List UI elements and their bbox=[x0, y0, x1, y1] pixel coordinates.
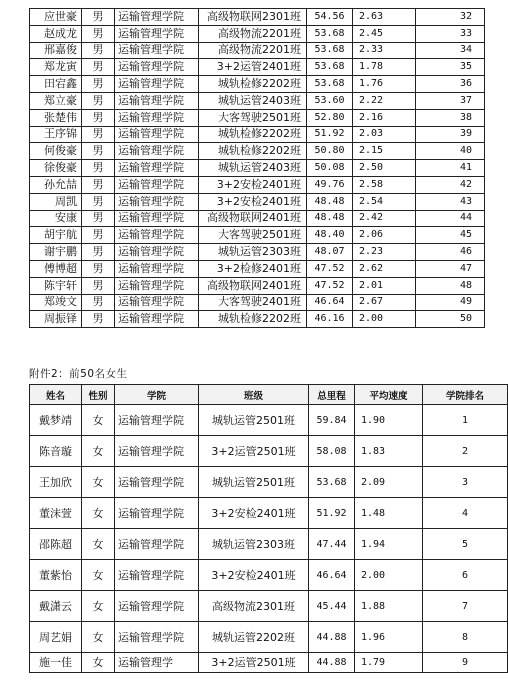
cell-speed: 2.03 bbox=[353, 126, 416, 143]
cell-name: 赵成龙 bbox=[30, 25, 82, 42]
cell-rank: 46 bbox=[416, 244, 485, 261]
cell-gender: 女 bbox=[82, 436, 115, 467]
cell-college: 运输管理学院 bbox=[115, 405, 199, 436]
cell-rank: 33 bbox=[416, 25, 485, 42]
cell-class: 城轨运管2303班 bbox=[199, 529, 309, 560]
cell-gender: 男 bbox=[82, 109, 115, 126]
cell-college: 运输管理学院 bbox=[115, 210, 199, 227]
cell-mileage: 44.88 bbox=[309, 653, 355, 673]
cell-name: 张楚伟 bbox=[30, 109, 82, 126]
cell-speed: 1.96 bbox=[355, 622, 423, 653]
cell-speed: 2.67 bbox=[353, 294, 416, 311]
cell-mileage: 45.44 bbox=[309, 591, 355, 622]
cell-gender: 男 bbox=[82, 227, 115, 244]
cell-speed: 2.16 bbox=[353, 109, 416, 126]
cell-name: 何俊豪 bbox=[30, 143, 82, 160]
table-row bbox=[30, 76, 485, 93]
cell-class: 3+2安检2401班 bbox=[199, 498, 309, 529]
table-row bbox=[30, 653, 508, 673]
cell-class: 3+2运管2501班 bbox=[199, 436, 309, 467]
header-rank: 学院排名 bbox=[423, 385, 508, 405]
table-row bbox=[30, 529, 508, 560]
cell-name: 郑龙寅 bbox=[30, 59, 82, 76]
cell-name: 邵陈超 bbox=[30, 529, 82, 560]
cell-gender: 男 bbox=[82, 126, 115, 143]
cell-speed: 2.09 bbox=[355, 467, 423, 498]
table-row bbox=[30, 143, 485, 160]
cell-class: 高级物联网2301班 bbox=[199, 9, 307, 26]
cell-college: 运输管理学院 bbox=[115, 591, 199, 622]
cell-rank: 36 bbox=[416, 76, 485, 93]
cell-name: 周艺娟 bbox=[30, 622, 82, 653]
cell-speed: 2.45 bbox=[353, 25, 416, 42]
cell-rank: 7 bbox=[423, 591, 508, 622]
cell-speed: 2.54 bbox=[353, 193, 416, 210]
cell-college: 运输管理学院 bbox=[115, 260, 199, 277]
cell-speed: 1.88 bbox=[355, 591, 423, 622]
cell-gender: 男 bbox=[82, 210, 115, 227]
table-row bbox=[30, 294, 485, 311]
cell-mileage: 48.40 bbox=[307, 227, 353, 244]
cell-gender: 女 bbox=[82, 467, 115, 498]
cell-name: 董沫萱 bbox=[30, 498, 82, 529]
cell-gender: 男 bbox=[82, 42, 115, 59]
cell-speed: 2.00 bbox=[353, 311, 416, 328]
table-row bbox=[30, 59, 485, 76]
cell-name: 徐俊豪 bbox=[30, 160, 82, 177]
cell-rank: 39 bbox=[416, 126, 485, 143]
cell-rank: 43 bbox=[416, 193, 485, 210]
cell-mileage: 44.88 bbox=[309, 622, 355, 653]
cell-class: 城轨检修2202班 bbox=[199, 76, 307, 93]
table-row bbox=[30, 126, 485, 143]
cell-gender: 男 bbox=[82, 176, 115, 193]
header-college: 学院 bbox=[115, 385, 199, 405]
cell-rank: 42 bbox=[416, 176, 485, 193]
cell-college: 运输管理学院 bbox=[115, 467, 199, 498]
cell-mileage: 48.48 bbox=[307, 193, 353, 210]
cell-rank: 35 bbox=[416, 59, 485, 76]
cell-speed: 2.00 bbox=[355, 560, 423, 591]
cell-college: 运输管理学院 bbox=[115, 560, 199, 591]
cell-college: 运输管理学院 bbox=[115, 109, 199, 126]
cell-name: 周凯 bbox=[30, 193, 82, 210]
cell-mileage: 46.64 bbox=[307, 294, 353, 311]
cell-class: 3+2安检2401班 bbox=[199, 176, 307, 193]
table-row bbox=[30, 42, 485, 59]
cell-class: 3+2安检2401班 bbox=[199, 560, 309, 591]
cell-name: 郑竣文 bbox=[30, 294, 82, 311]
cell-rank: 44 bbox=[416, 210, 485, 227]
cell-class: 大客驾驶2501班 bbox=[199, 227, 307, 244]
cell-name: 应世豪 bbox=[30, 9, 82, 26]
female-ranking-table bbox=[29, 384, 508, 673]
cell-college: 运输管理学院 bbox=[115, 193, 199, 210]
female-section-title: 附件2：前50名女生 bbox=[29, 368, 128, 380]
table-row bbox=[30, 193, 485, 210]
cell-speed: 2.33 bbox=[353, 42, 416, 59]
cell-gender: 男 bbox=[82, 277, 115, 294]
cell-gender: 男 bbox=[82, 92, 115, 109]
cell-speed: 1.76 bbox=[353, 76, 416, 93]
cell-college: 运输管理学院 bbox=[115, 176, 199, 193]
cell-college: 运输管理学院 bbox=[115, 529, 199, 560]
table-row bbox=[30, 560, 508, 591]
cell-speed: 1.78 bbox=[353, 59, 416, 76]
cell-college: 运输管理学院 bbox=[115, 25, 199, 42]
cell-rank: 50 bbox=[416, 311, 485, 328]
header-class: 班级 bbox=[199, 385, 309, 405]
cell-rank: 32 bbox=[416, 9, 485, 26]
cell-rank: 45 bbox=[416, 227, 485, 244]
cell-name: 王加欣 bbox=[30, 467, 82, 498]
cell-name: 傅博超 bbox=[30, 260, 82, 277]
cell-gender: 男 bbox=[82, 294, 115, 311]
cell-gender: 男 bbox=[82, 143, 115, 160]
cell-college: 运输管理学院 bbox=[115, 244, 199, 261]
cell-speed: 2.63 bbox=[353, 9, 416, 26]
table-row bbox=[30, 210, 485, 227]
cell-speed: 2.15 bbox=[353, 143, 416, 160]
cell-rank: 1 bbox=[423, 405, 508, 436]
cell-mileage: 53.68 bbox=[307, 42, 353, 59]
cell-name: 陈音璇 bbox=[30, 436, 82, 467]
table-row bbox=[30, 260, 485, 277]
cell-gender: 男 bbox=[82, 25, 115, 42]
cell-class: 高级物流2201班 bbox=[199, 42, 307, 59]
cell-class: 3+2检修2401班 bbox=[199, 260, 307, 277]
cell-college: 运输管理学院 bbox=[115, 227, 199, 244]
cell-rank: 38 bbox=[416, 109, 485, 126]
cell-gender: 男 bbox=[82, 311, 115, 328]
cell-gender: 男 bbox=[82, 260, 115, 277]
cell-class: 城轨检修2202班 bbox=[199, 143, 307, 160]
cell-mileage: 58.08 bbox=[309, 436, 355, 467]
cell-speed: 2.58 bbox=[353, 176, 416, 193]
cell-gender: 男 bbox=[82, 76, 115, 93]
cell-class: 城轨运管2501班 bbox=[199, 405, 309, 436]
table-row bbox=[30, 227, 485, 244]
cell-class: 城轨运管2202班 bbox=[199, 622, 309, 653]
cell-name: 谢宇鹏 bbox=[30, 244, 82, 261]
cell-mileage: 53.68 bbox=[307, 59, 353, 76]
table-row bbox=[30, 9, 485, 26]
cell-rank: 4 bbox=[423, 498, 508, 529]
cell-class: 城轨运管2303班 bbox=[199, 244, 307, 261]
cell-gender: 女 bbox=[82, 498, 115, 529]
cell-college: 运输管理学院 bbox=[115, 277, 199, 294]
cell-class: 城轨运管2403班 bbox=[199, 160, 307, 177]
header-name: 姓名 bbox=[30, 385, 82, 405]
cell-gender: 女 bbox=[82, 622, 115, 653]
male-ranking-table bbox=[29, 8, 485, 328]
cell-speed: 2.22 bbox=[353, 92, 416, 109]
cell-college: 运输管理学院 bbox=[115, 92, 199, 109]
cell-speed: 2.42 bbox=[353, 210, 416, 227]
cell-rank: 6 bbox=[423, 560, 508, 591]
cell-mileage: 59.84 bbox=[309, 405, 355, 436]
cell-name: 陈宇轩 bbox=[30, 277, 82, 294]
cell-mileage: 47.52 bbox=[307, 277, 353, 294]
cell-speed: 1.79 bbox=[355, 653, 423, 673]
cell-mileage: 53.68 bbox=[307, 25, 353, 42]
cell-name: 胡宇航 bbox=[30, 227, 82, 244]
cell-college: 运输管理学院 bbox=[115, 9, 199, 26]
table-row bbox=[30, 25, 485, 42]
header-mileage: 总里程 bbox=[309, 385, 355, 405]
cell-rank: 9 bbox=[423, 653, 508, 673]
cell-name: 安康 bbox=[30, 210, 82, 227]
cell-speed: 2.06 bbox=[353, 227, 416, 244]
cell-rank: 5 bbox=[423, 529, 508, 560]
cell-name: 田宕鑫 bbox=[30, 76, 82, 93]
table-row bbox=[30, 622, 508, 653]
table-row bbox=[30, 277, 485, 294]
cell-mileage: 51.92 bbox=[309, 498, 355, 529]
cell-mileage: 53.60 bbox=[307, 92, 353, 109]
cell-name: 郑立豪 bbox=[30, 92, 82, 109]
cell-rank: 40 bbox=[416, 143, 485, 160]
cell-college: 运输管理学院 bbox=[115, 294, 199, 311]
cell-mileage: 53.68 bbox=[307, 76, 353, 93]
cell-mileage: 47.52 bbox=[307, 260, 353, 277]
cell-name: 孙允喆 bbox=[30, 176, 82, 193]
cell-class: 大客驾驶2401班 bbox=[199, 294, 307, 311]
cell-mileage: 50.80 bbox=[307, 143, 353, 160]
cell-college: 运输管理学院 bbox=[115, 143, 199, 160]
cell-mileage: 51.92 bbox=[307, 126, 353, 143]
cell-mileage: 53.68 bbox=[309, 467, 355, 498]
header-gender: 性别 bbox=[82, 385, 115, 405]
table-row bbox=[30, 176, 485, 193]
table-row bbox=[30, 498, 508, 529]
cell-rank: 34 bbox=[416, 42, 485, 59]
cell-college: 运输管理学 bbox=[115, 653, 199, 673]
cell-name: 周振铎 bbox=[30, 311, 82, 328]
cell-mileage: 48.48 bbox=[307, 210, 353, 227]
cell-speed: 2.01 bbox=[353, 277, 416, 294]
cell-gender: 女 bbox=[82, 405, 115, 436]
cell-mileage: 54.56 bbox=[307, 9, 353, 26]
cell-name: 戴潇云 bbox=[30, 591, 82, 622]
cell-class: 高级物流2301班 bbox=[199, 591, 309, 622]
cell-rank: 8 bbox=[423, 622, 508, 653]
table-row bbox=[30, 467, 508, 498]
cell-speed: 1.90 bbox=[355, 405, 423, 436]
cell-name: 施一佳 bbox=[30, 653, 82, 673]
table-row bbox=[30, 160, 485, 177]
table-row bbox=[30, 311, 485, 328]
table-row bbox=[30, 405, 508, 436]
table-row bbox=[30, 244, 485, 261]
cell-mileage: 46.16 bbox=[307, 311, 353, 328]
cell-mileage: 47.44 bbox=[309, 529, 355, 560]
cell-gender: 男 bbox=[82, 244, 115, 261]
cell-college: 运输管理学院 bbox=[115, 42, 199, 59]
cell-college: 运输管理学院 bbox=[115, 622, 199, 653]
cell-mileage: 49.76 bbox=[307, 176, 353, 193]
cell-speed: 2.50 bbox=[353, 160, 416, 177]
cell-gender: 男 bbox=[82, 193, 115, 210]
cell-gender: 女 bbox=[82, 591, 115, 622]
cell-college: 运输管理学院 bbox=[115, 59, 199, 76]
cell-college: 运输管理学院 bbox=[115, 436, 199, 467]
cell-rank: 37 bbox=[416, 92, 485, 109]
cell-name: 戴梦靖 bbox=[30, 405, 82, 436]
cell-college: 运输管理学院 bbox=[115, 76, 199, 93]
cell-speed: 1.94 bbox=[355, 529, 423, 560]
cell-class: 3+2运管2501班 bbox=[199, 653, 309, 673]
cell-class: 大客驾驶2501班 bbox=[199, 109, 307, 126]
cell-speed: 1.83 bbox=[355, 436, 423, 467]
cell-college: 运输管理学院 bbox=[115, 498, 199, 529]
table-row bbox=[30, 109, 485, 126]
cell-class: 高级物联网2401班 bbox=[199, 210, 307, 227]
cell-speed: 1.48 bbox=[355, 498, 423, 529]
cell-gender: 女 bbox=[82, 529, 115, 560]
cell-rank: 3 bbox=[423, 467, 508, 498]
cell-speed: 2.23 bbox=[353, 244, 416, 261]
cell-class: 城轨运管2501班 bbox=[199, 467, 309, 498]
table-row bbox=[30, 591, 508, 622]
male-ranking-table-body bbox=[30, 9, 485, 328]
table-row bbox=[30, 436, 508, 467]
cell-class: 城轨检修2202班 bbox=[199, 311, 307, 328]
header-speed: 平均速度 bbox=[355, 385, 423, 405]
cell-rank: 49 bbox=[416, 294, 485, 311]
cell-rank: 2 bbox=[423, 436, 508, 467]
cell-gender: 男 bbox=[82, 9, 115, 26]
cell-rank: 48 bbox=[416, 277, 485, 294]
cell-mileage: 46.64 bbox=[309, 560, 355, 591]
cell-gender: 女 bbox=[82, 653, 115, 673]
cell-mileage: 50.08 bbox=[307, 160, 353, 177]
cell-class: 高级物流2201班 bbox=[199, 25, 307, 42]
cell-class: 3+2运管2401班 bbox=[199, 59, 307, 76]
cell-class: 城轨运管2403班 bbox=[199, 92, 307, 109]
cell-class: 城轨检修2202班 bbox=[199, 126, 307, 143]
cell-name: 董紫怡 bbox=[30, 560, 82, 591]
female-ranking-table-body bbox=[30, 405, 508, 673]
cell-name: 邢嘉俊 bbox=[30, 42, 82, 59]
cell-college: 运输管理学院 bbox=[115, 160, 199, 177]
cell-name: 王序锦 bbox=[30, 126, 82, 143]
cell-rank: 47 bbox=[416, 260, 485, 277]
cell-class: 高级物联网2401班 bbox=[199, 277, 307, 294]
table-row bbox=[30, 92, 485, 109]
cell-gender: 男 bbox=[82, 59, 115, 76]
cell-college: 运输管理学院 bbox=[115, 126, 199, 143]
cell-mileage: 52.80 bbox=[307, 109, 353, 126]
cell-speed: 2.62 bbox=[353, 260, 416, 277]
cell-gender: 女 bbox=[82, 560, 115, 591]
cell-college: 运输管理学院 bbox=[115, 311, 199, 328]
cell-mileage: 48.07 bbox=[307, 244, 353, 261]
cell-rank: 41 bbox=[416, 160, 485, 177]
table-header-row bbox=[30, 385, 508, 405]
cell-class: 3+2安检2401班 bbox=[199, 193, 307, 210]
cell-gender: 男 bbox=[82, 160, 115, 177]
